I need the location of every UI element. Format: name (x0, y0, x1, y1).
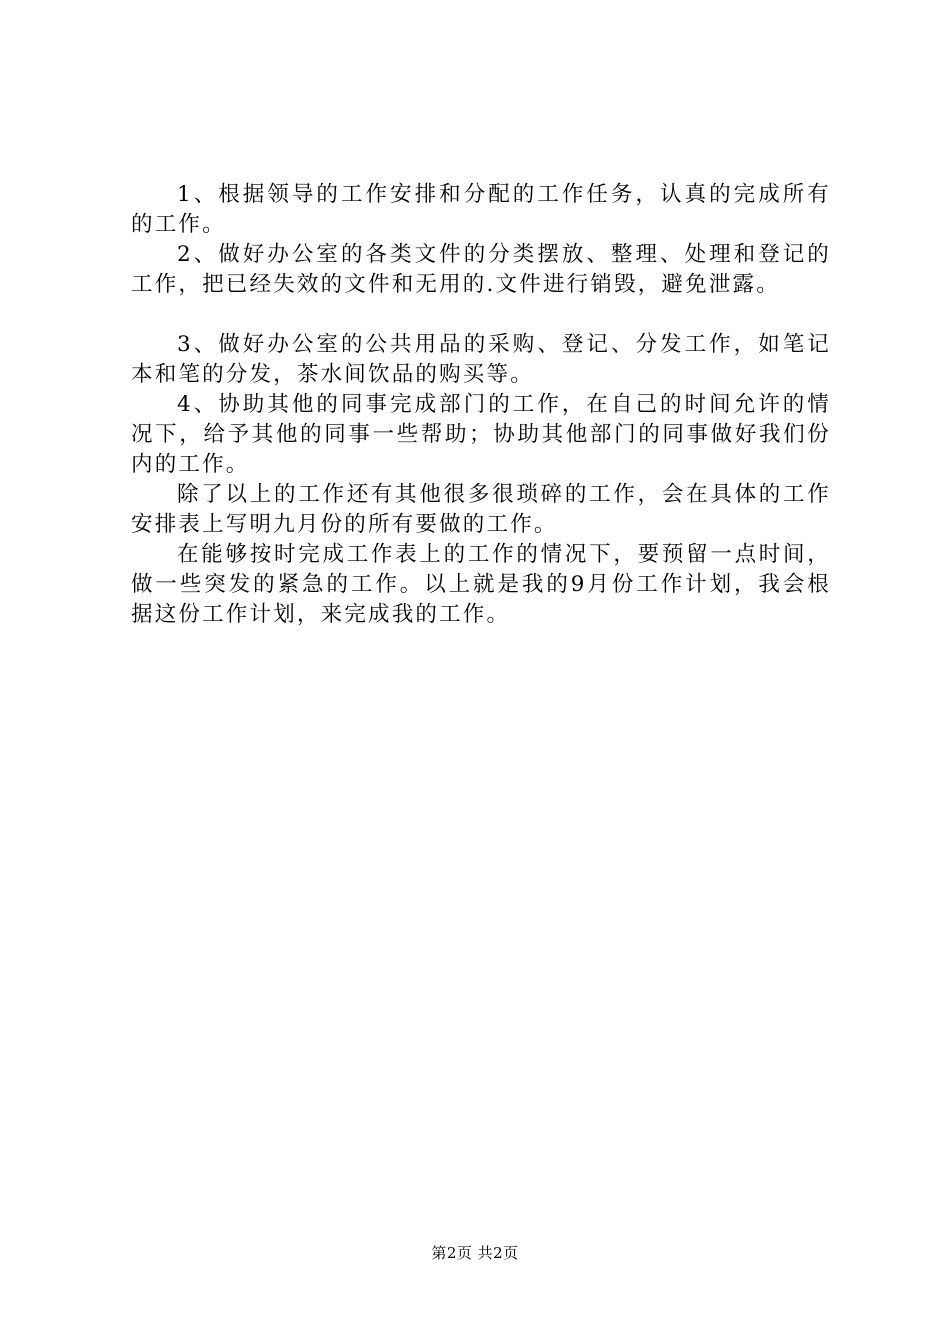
paragraph-item-2: 2、做好办公室的各类文件的分类摆放、整理、处理和登记的工作，把已经失效的文件和无用的.文件进行销毁，避免泄露。 (131, 242, 831, 297)
paragraph-conclusion: 在能够按时完成工作表上的工作的情况下，要预留一点时间，做一些突发的紧急的工作。以上就是我的9月份工作计划，我会根据这份工作计划，来完成我的工作。 (131, 542, 831, 627)
paragraph-item-4: 4、协助其他的同事完成部门的工作，在自己的时间允许的情况下，给予其他的同事一些帮助；协助其他部门的同事做好我们份内的工作。 (131, 392, 831, 477)
document-body (131, 180, 831, 630)
paragraph-item-1: 1、根据领导的工作安排和分配的工作任务，认真的完成所有的工作。 (131, 182, 831, 237)
page-footer: 第2页 共2页 (431, 1244, 519, 1262)
paragraph-item-3: 3、做好办公室的公共用品的采购、登记、分发工作，如笔记本和笔的分发，茶水间饮品的购买等。 (131, 332, 831, 387)
paragraph-other-work: 除了以上的工作还有其他很多很琐碎的工作，会在具体的工作安排表上写明九月份的所有要做的工作。 (131, 482, 831, 537)
